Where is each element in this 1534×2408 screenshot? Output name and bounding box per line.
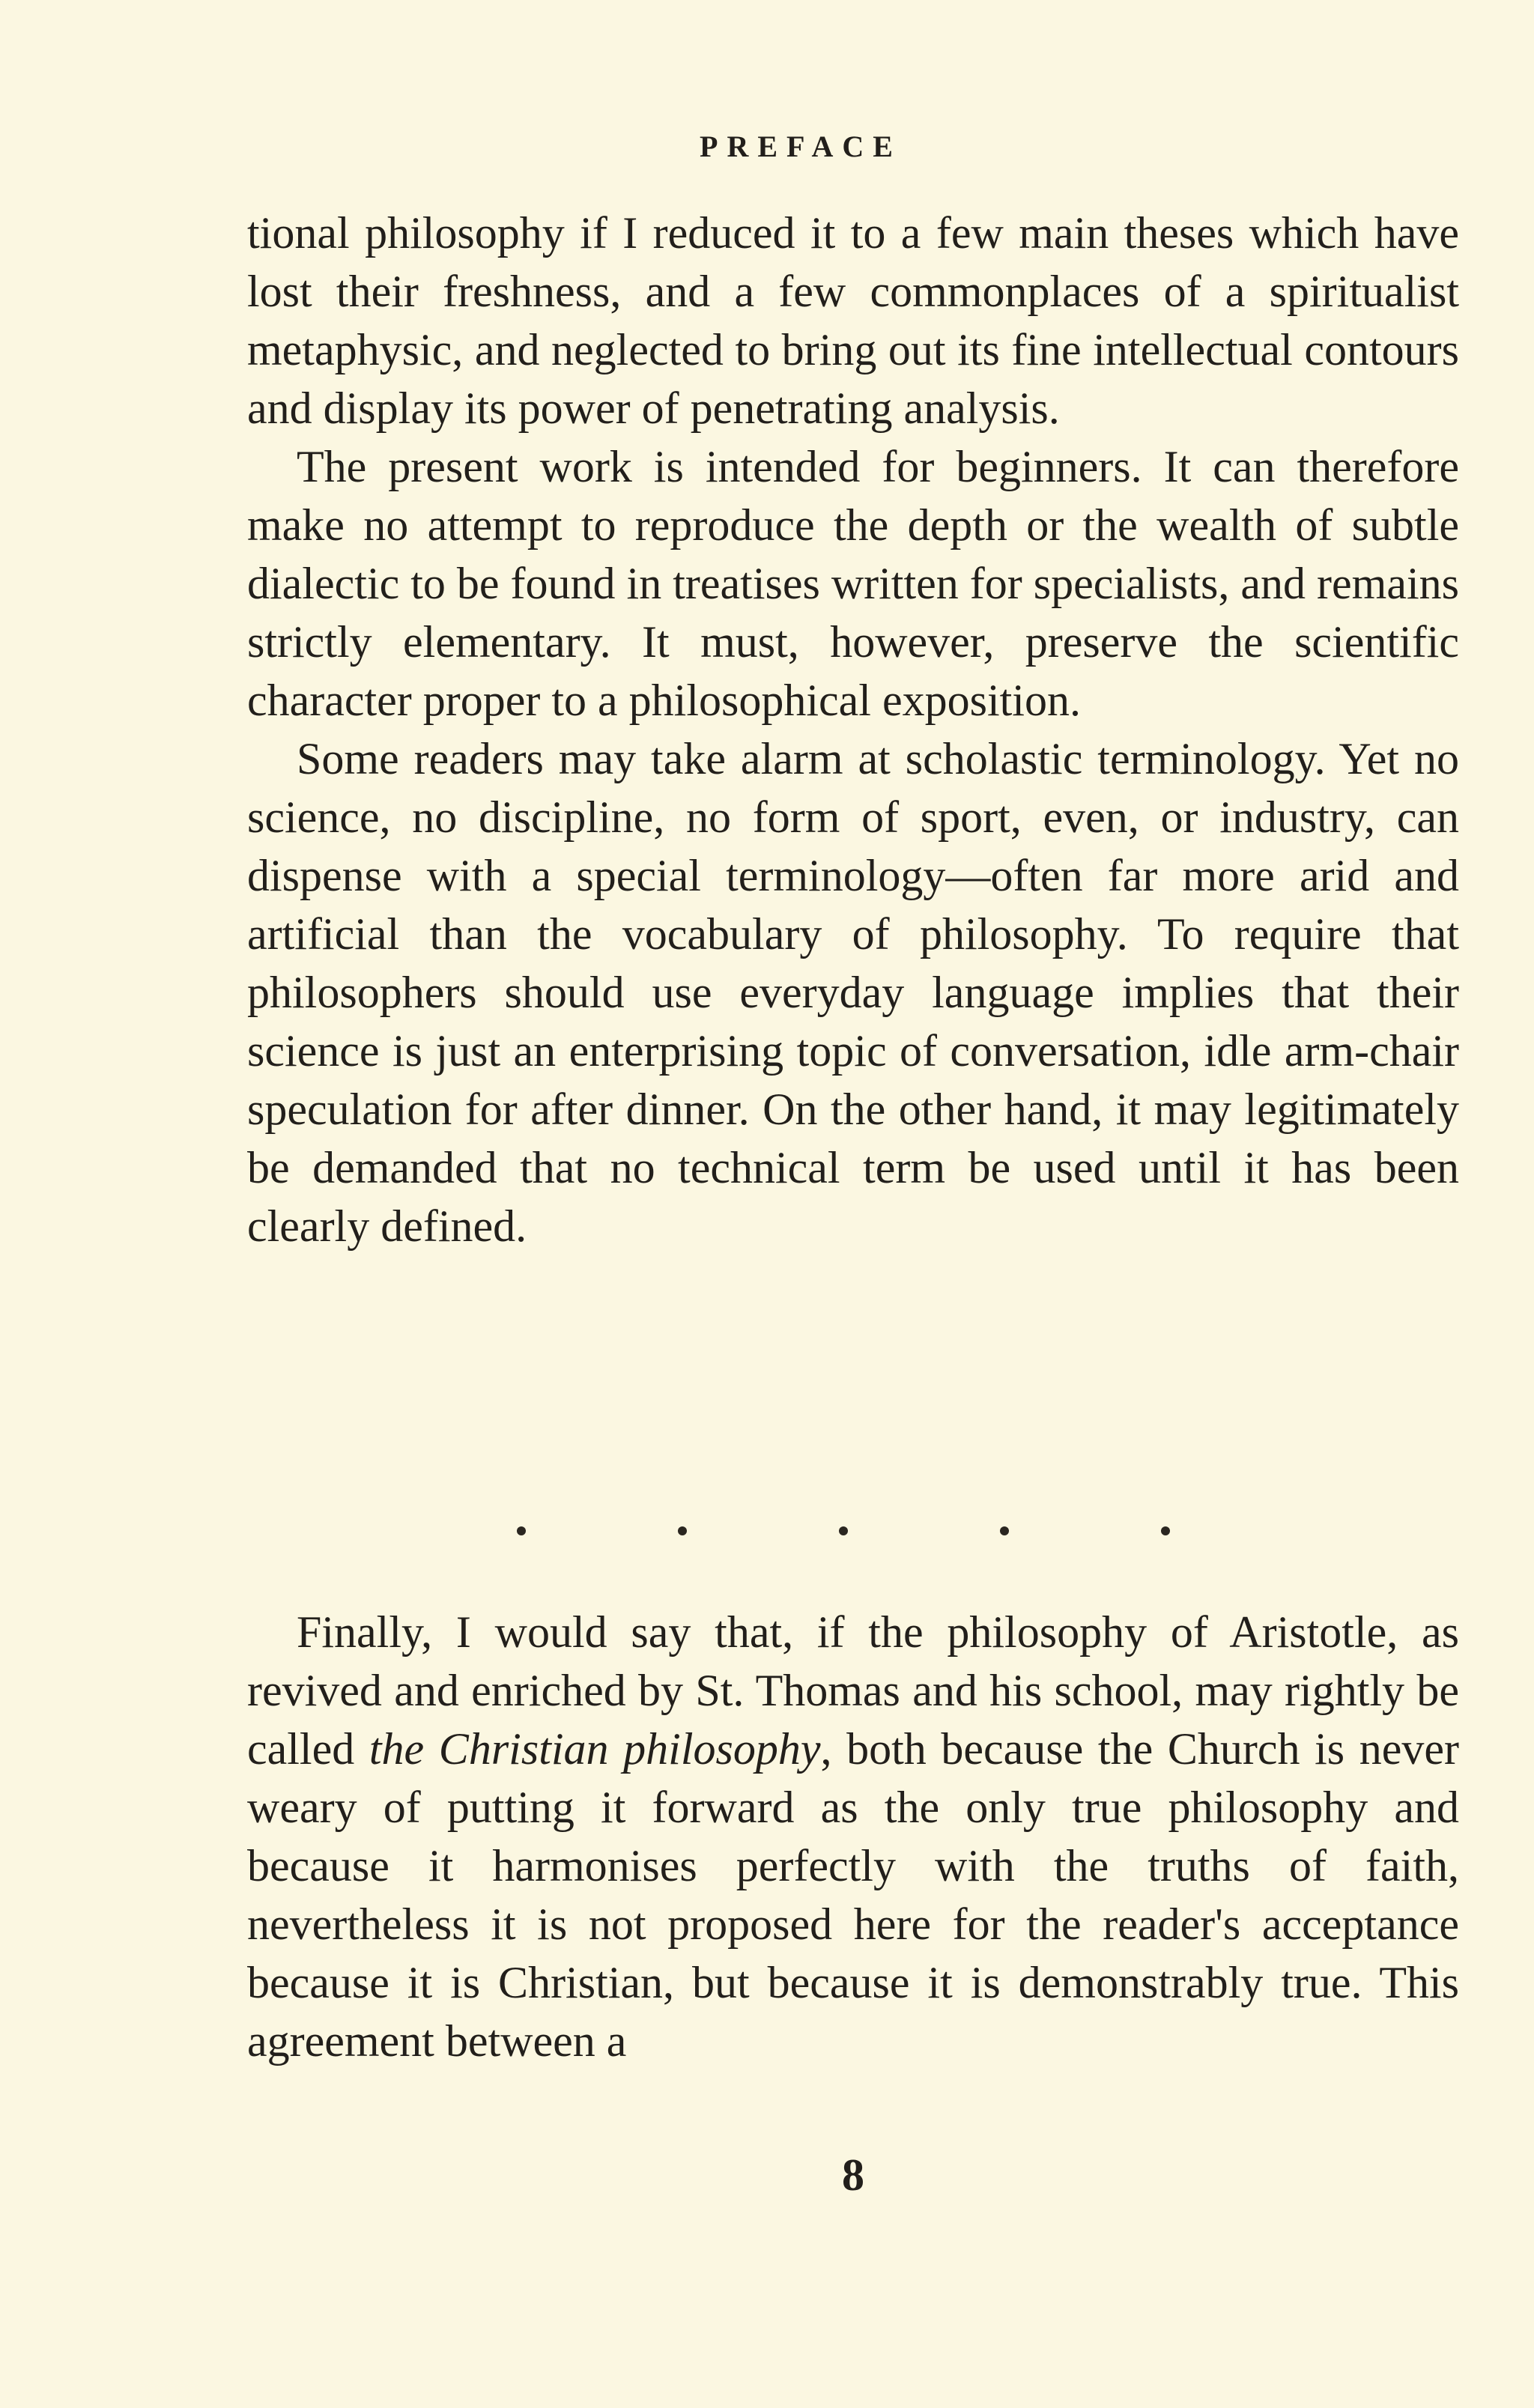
section-separator [517,1526,1176,1541]
paragraph-beginners: The present work is intended for beginners. It can therefore make no attempt to reproduce the depth or the wealth of subtle dialectic to be found in treatises written for specialists, and remains strictly elementary. It must, however, preserve the scientific character proper to a philosophical exposition. [247,442,1459,725]
separator-dot [517,1526,526,1535]
running-head: PREFACE [700,130,902,163]
paragraph-finally [247,1603,1459,2070]
separator-dot [678,1526,687,1535]
paragraph-finally-text-end: , both because the Church is never weary of putting it forward as the only true philosophy and because it harmonises perfectly with the truths of faith, nevertheless it is not proposed here for the reader's acceptance because it is Christian, but because it is demonstrably true. This agreement between a [247,1724,1459,2066]
separator-dot [839,1526,848,1535]
text-block-upper [247,204,1459,1255]
page-number: 8 [842,2150,864,2200]
paragraph-finally-text-start: Finally, I would say that, if the philosophy of Aristotle, as revived and enriched by St. Thomas and his school, may rightly be called [247,1607,1459,1774]
paragraph-continued: tional philosophy if I reduced it to a few main theses which have lost their freshness, and a few commonplaces of a spiritualist metaphysic, and neglected to bring out its fine intellectual contours and display its power of penetrating analysis. [247,208,1459,433]
text-block-lower [247,1603,1459,2070]
separator-dot [1000,1526,1009,1535]
paragraph-terminology: Some readers may take alarm at scholastic terminology. Yet no science, no discipline, no form of sport, even, or industry, can dispense with a special terminology—often far more arid and artificial than the vocabulary of philosophy. To require that philosophers should use everyday language implies that their science is just an enterprising topic of conversation, idle arm-chair speculation for after dinner. On the other hand, it may legitimately be demanded that no technical term be used until it has been clearly defined. [247,734,1459,1251]
separator-dot [1161,1526,1170,1535]
italic-phrase: the Christian philosophy [369,1724,821,1774]
